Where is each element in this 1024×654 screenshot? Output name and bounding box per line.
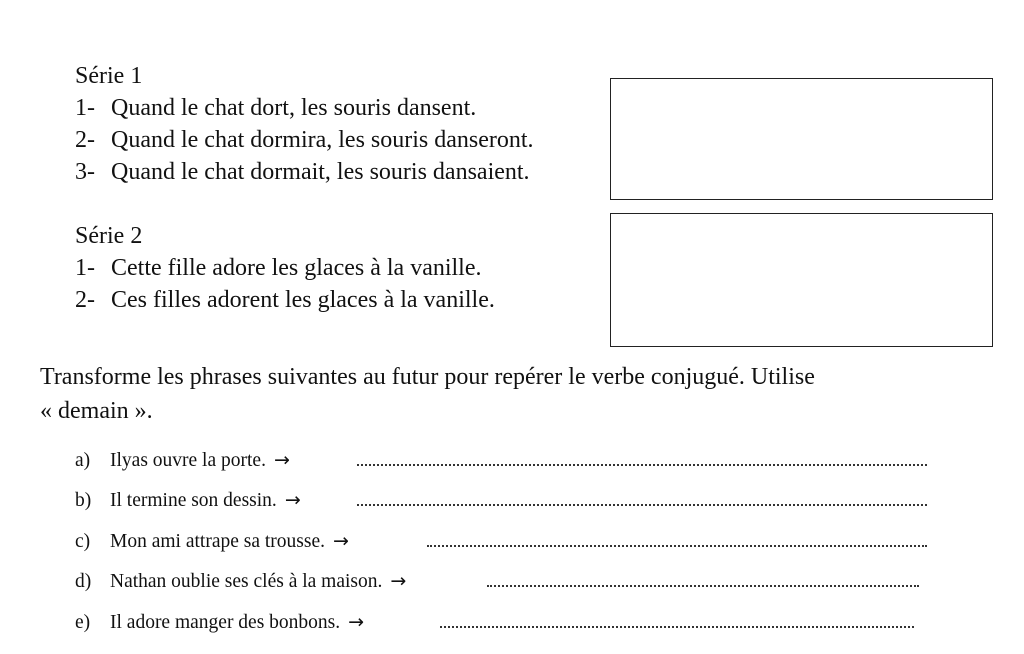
arrow-right-icon: →: [273, 449, 290, 471]
line-number: 2-: [75, 287, 95, 313]
series-2-line-2: [75, 284, 495, 316]
series-1-answer-box[interactable]: [610, 78, 993, 200]
answer-line-c[interactable]: [427, 545, 927, 547]
exercise-sentence: Il termine son dessin.: [110, 490, 277, 511]
line-number: 2-: [75, 127, 95, 153]
series-1-line-1: [75, 92, 476, 124]
series-1-line-2: [75, 124, 534, 156]
line-text: Ces filles adorent les glaces à la vanille.: [111, 287, 495, 313]
exercise-letter: e): [75, 612, 91, 633]
exercise-sentence: Mon ami attrape sa trousse.: [110, 531, 325, 552]
line-text: Quand le chat dormait, les souris dansaient.: [111, 159, 530, 185]
answer-line-b[interactable]: [357, 504, 927, 506]
line-number: 3-: [75, 159, 95, 185]
instruction-line-2: « demain ».: [40, 398, 153, 424]
line-text: Cette fille adore les glaces à la vanille.: [111, 255, 482, 281]
line-text: Quand le chat dormira, les souris danseront.: [111, 127, 534, 153]
arrow-right-icon: →: [348, 611, 365, 633]
series-2-line-1: [75, 252, 482, 284]
exercise-sentence: Il adore manger des bonbons.: [110, 612, 341, 633]
exercise-a: [75, 447, 290, 474]
instruction-line-1: Transforme les phrases suivantes au futur pour repérer le verbe conjugué. Utilise: [40, 364, 815, 390]
line-text: Quand le chat dort, les souris dansent.: [111, 95, 477, 121]
exercise-sentence: Nathan oublie ses clés à la maison.: [110, 571, 383, 592]
arrow-right-icon: →: [390, 570, 407, 592]
answer-line-d[interactable]: [487, 585, 919, 587]
series-1-line-3: [75, 156, 530, 188]
exercise-b: [75, 487, 301, 514]
arrow-right-icon: →: [284, 489, 301, 511]
series-1-title: Série 1: [75, 63, 143, 89]
exercise-letter: b): [75, 490, 92, 511]
exercise-c: [75, 528, 349, 555]
line-number: 1-: [75, 255, 95, 281]
exercise-d: [75, 568, 406, 595]
line-number: 1-: [75, 95, 95, 121]
exercise-letter: d): [75, 571, 92, 592]
answer-line-e[interactable]: [440, 626, 914, 628]
series-2-title: Série 2: [75, 223, 143, 249]
exercise-sentence: Ilyas ouvre la porte.: [110, 450, 266, 471]
exercise-letter: a): [75, 450, 91, 471]
exercise-e: [75, 609, 364, 636]
answer-line-a[interactable]: [357, 464, 927, 466]
series-2-answer-box[interactable]: [610, 213, 993, 347]
exercise-letter: c): [75, 531, 91, 552]
arrow-right-icon: →: [333, 530, 349, 552]
